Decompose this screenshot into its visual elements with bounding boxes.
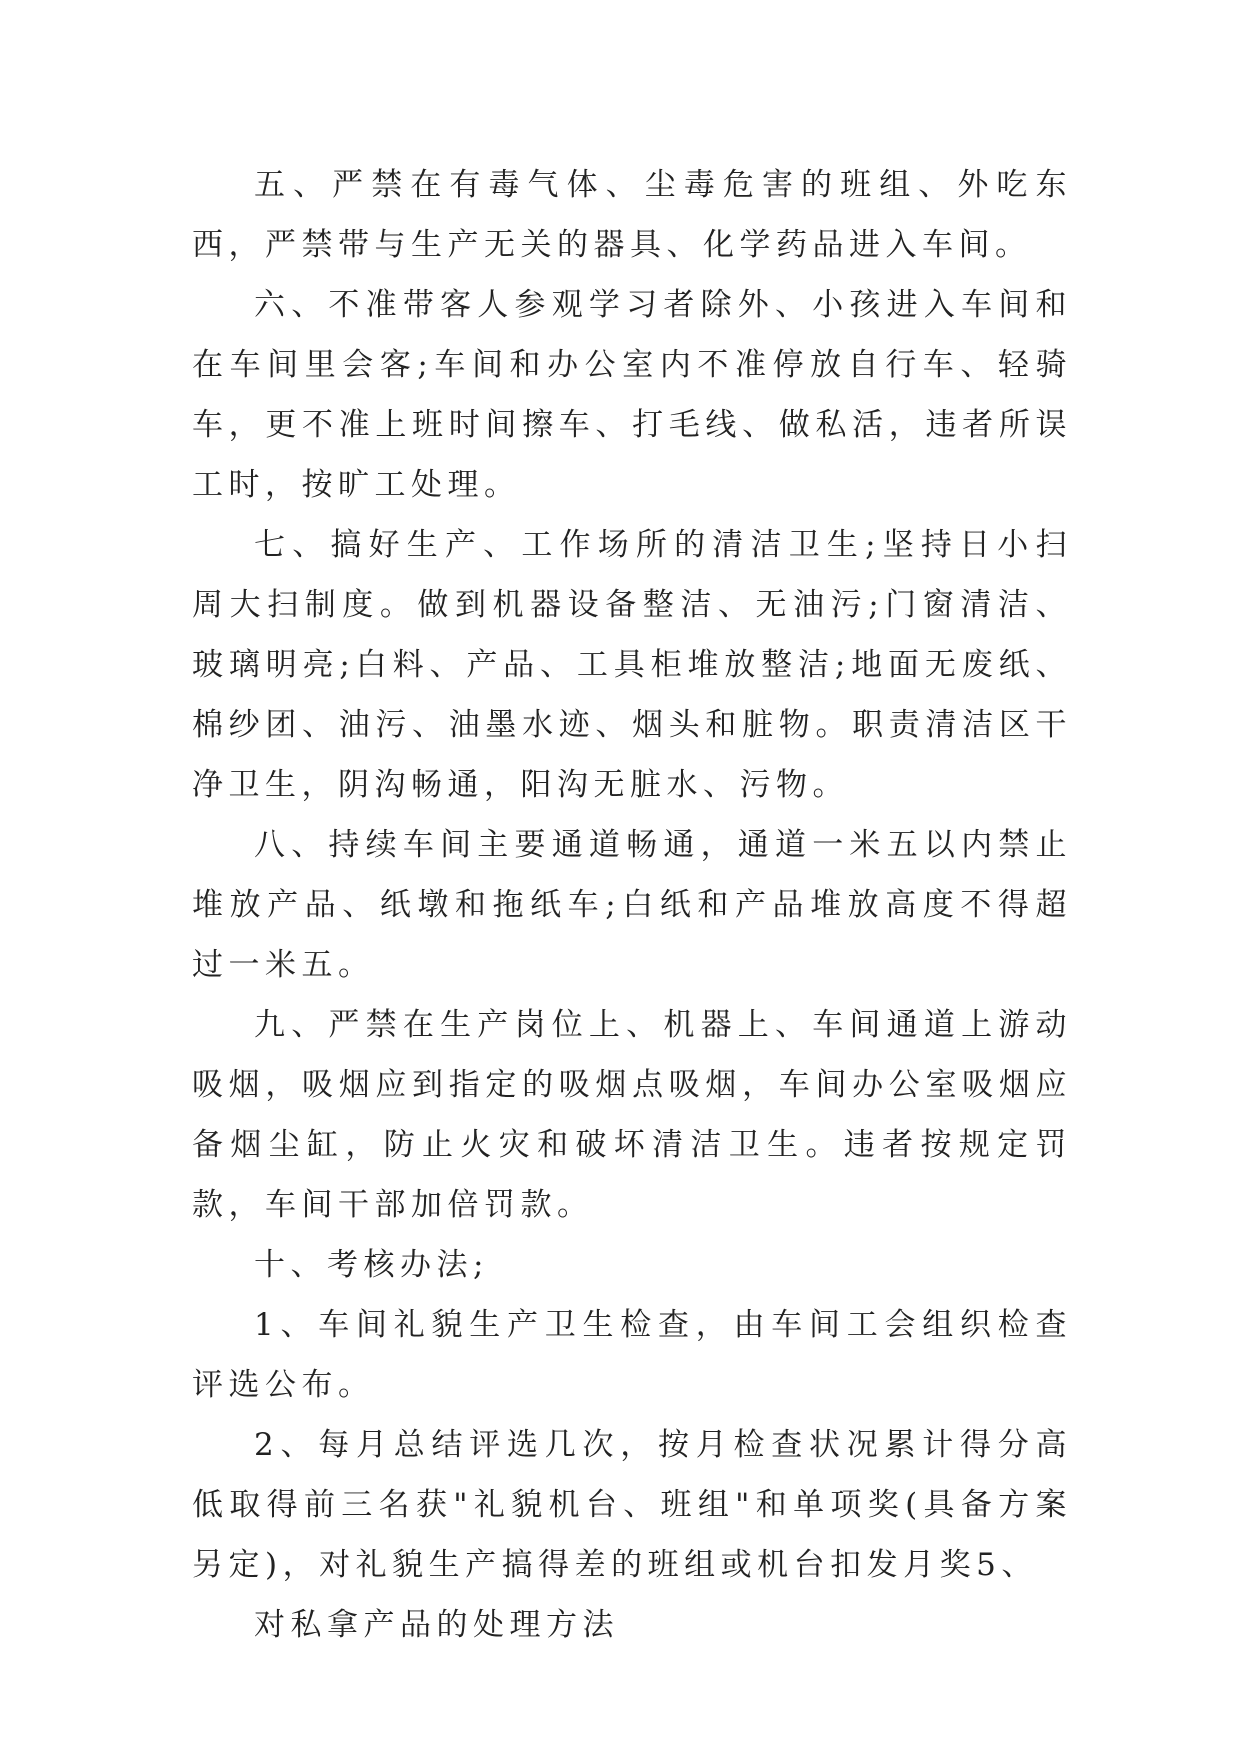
paragraph-rule-10-heading: 十、考核办法; (254, 1247, 489, 1283)
paragraph-rule-9: 九、严禁在生产岗位上、机器上、车间通道上游动吸烟，吸烟应到指定的吸烟点吸烟，车间办公室吸烟应备烟尘缸，防止火灾和破坏清洁卫生。违者按规定罚款，车间干部加倍罚款。 (192, 1007, 1072, 1223)
paragraph-assessment-2: 2、每月总结评选几次，按月检查状况累计得分高低取得前三名获"礼貌机台、班组"和单项奖(具备方案另定)，对礼貌生产搞得差的班组或机台扣发月奖5、 (192, 1427, 1072, 1583)
document-body (192, 155, 1072, 1655)
paragraph-rule-6: 六、不准带客人参观学习者除外、小孩进入车间和在车间里会客;车间和办公室内不准停放自行车、轻骑车，更不准上班时间擦车、打毛线、做私活，违者所误工时，按旷工处理。 (192, 287, 1072, 503)
paragraph-rule-7: 七、搞好生产、工作场所的清洁卫生;坚持日小扫周大扫制度。做到机器设备整洁、无油污;门窗清洁、玻璃明亮;白料、产品、工具柜堆放整洁;地面无废纸、棉纱团、油污、油墨水迹、烟头和脏物。职责清洁区干净卫生，阴沟畅通，阳沟无脏水、污物。 (192, 527, 1072, 803)
paragraph-rule-5: 五、严禁在有毒气体、尘毒危害的班组、外吃东西，严禁带与生产无关的器具、化学药品进入车间。 (192, 167, 1072, 263)
paragraph-section-heading: 对私拿产品的处理方法 (254, 1607, 619, 1643)
paragraph-assessment-1: 1、车间礼貌生产卫生检查，由车间工会组织检查评选公布。 (192, 1307, 1072, 1403)
paragraph-rule-8: 八、持续车间主要通道畅通，通道一米五以内禁止堆放产品、纸墩和拖纸车;白纸和产品堆放高度不得超过一米五。 (192, 827, 1072, 983)
